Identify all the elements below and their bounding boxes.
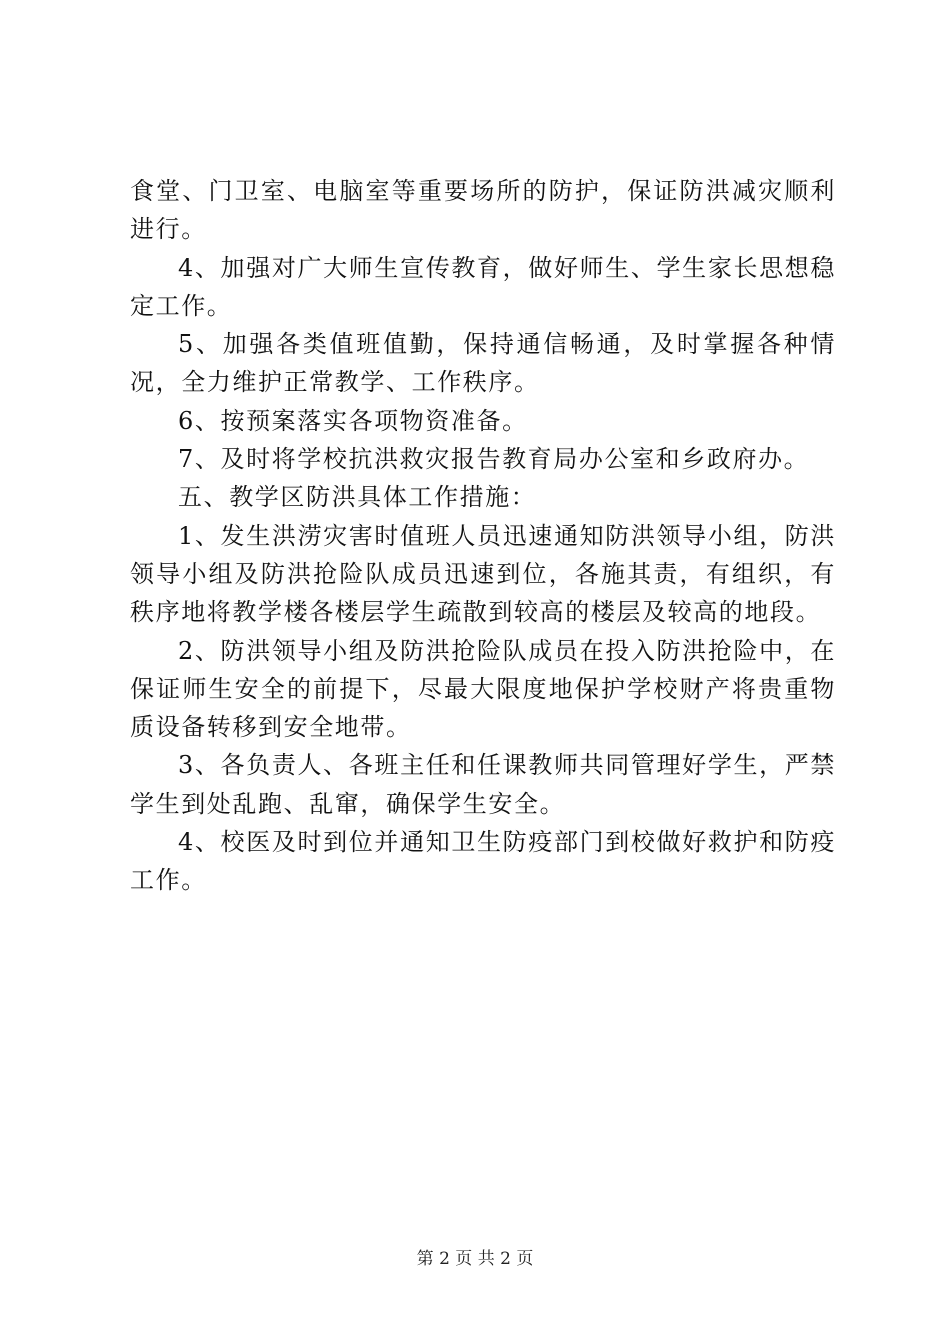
paragraph-item-4: 4、加强对广大师生宣传教育，做好师生、学生家长思想稳定工作。 [130,253,836,320]
page-number-footer: 第 2 页 共 2 页 [416,1249,534,1269]
paragraph-item-5: 5、加强各类值班值勤，保持通信畅通，及时掌握各种情况，全力维护正常教学、工作秩序。 [130,330,836,397]
measure-item-1: 1、发生洪涝灾害时值班人员迅速通知防洪领导小组，防洪领导小组及防洪抢险队成员迅速到位，各施其责，有组织，有秩序地将教学楼各楼层学生疏散到较高的楼层及较高的地段。 [130,521,836,627]
paragraph-item-6: 6、按预案落实各项物资准备。 [178,406,528,435]
measure-item-3: 3、各负责人、各班主任和任课教师共同管理好学生，严禁学生到处乱跑、乱窜，确保学生安全。 [130,751,836,818]
paragraph-continuation: 食堂、门卫室、电脑室等重要场所的防护，保证防洪减灾顺利进行。 [130,177,836,244]
document-body [130,172,836,900]
measure-item-4: 4、校医及时到位并通知卫生防疫部门到校做好救护和防疫工作。 [130,828,836,895]
section-heading-five: 五、教学区防洪具体工作措施： [178,483,537,512]
paragraph-item-7: 7、及时将学校抗洪救灾报告教育局办公室和乡政府办。 [178,445,810,474]
measure-item-2: 2、防洪领导小组及防洪抢险队成员在投入防洪抢险中，在保证师生安全的前提下，尽最大限度地保护学校财产将贵重物质设备转移到安全地带。 [130,636,836,742]
